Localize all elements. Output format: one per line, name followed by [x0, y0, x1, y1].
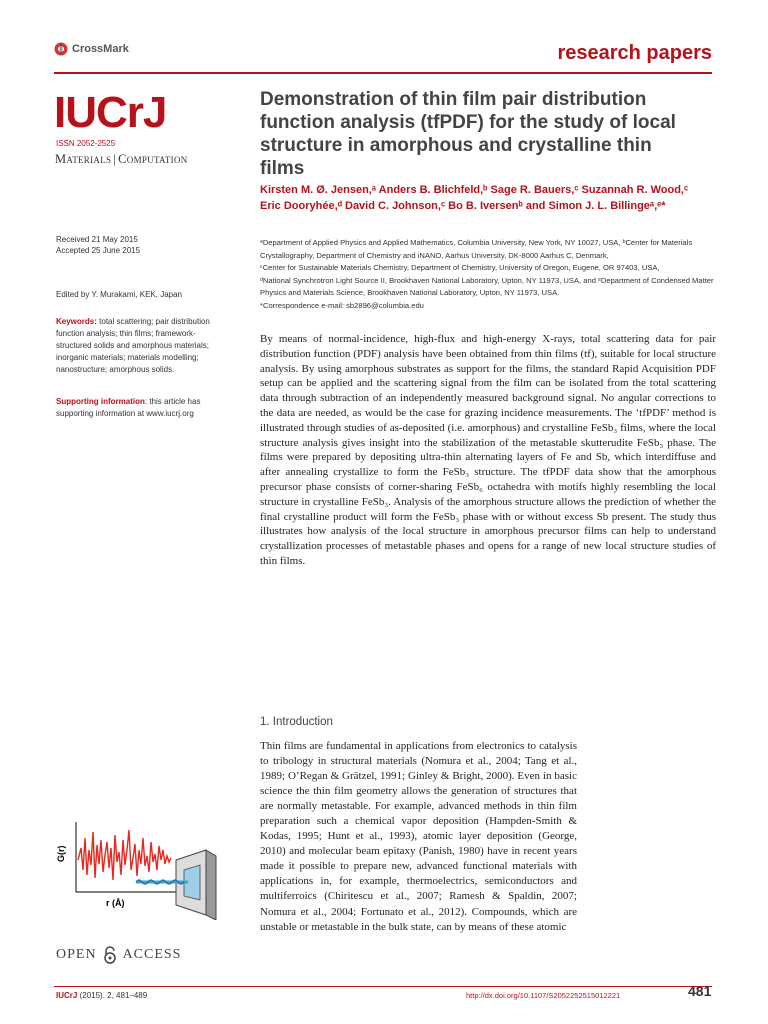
author-list	[260, 182, 720, 214]
accepted-date: Accepted 25 June 2015	[56, 246, 141, 255]
supporting-info-text: : this article has supporting information at www.iucrj.org	[56, 397, 201, 418]
section-title: research papers	[557, 42, 712, 64]
open-access-badge[interactable]	[56, 946, 181, 964]
editor-note: Edited by Y. Murakami, KEK, Japan	[56, 290, 182, 299]
header-rule	[54, 72, 712, 74]
intro-heading: 1. Introduction	[260, 716, 333, 728]
intro-text: Thin films are fundamental in applications from electronics to catalysis to tribology in structural materials (Nomura et al., 2004; Tang et al., 1989; O’Regan & Grätzel, 1991; Ginley & Bright, 2000). Even in basic science the thin film geometry allows the generation of structures that are normally metastable. For example, advanced methods in thin film preparation such a chemical vapor deposition (Hampden-Smith & Kodas, 1995; Hunt et al., 1993), atomic layer deposition (George, 2010) and molecular beam epitaxy (Panish, 1980) have in recent years made it possible to prepare new, advanced functional materials with applications in, for example, thermoelectrics, semiconductors and multiferroics (Chiritescu et al., 2007; Ramesh & Spaldin, 2007; Nomura et al., 2004; Fortunato et al., 2012). Compounds, which are unstable or metastable in the bulk state, can by means of these atomic	[260, 740, 577, 933]
affiliation-de: ᵈNational Synchrotron Light Source II, Brookhaven National Laboratory, Upton, NY 11973, USA, and ᵉDepartment of Condensed Matter Physics and Materials Science, Brookhaven National Laboratory, Upton, NY 11973, USA.	[260, 275, 714, 298]
affiliations	[260, 237, 718, 313]
subject-materials: Materials	[55, 152, 112, 166]
footer-journal-name: IUCrJ	[56, 991, 78, 1000]
supporting-info-label[interactable]: Supporting information	[56, 397, 145, 406]
graphic-xlabel: r (Å)	[106, 898, 125, 908]
affiliation-ab: ᵃDepartment of Applied Physics and Applied Mathematics, Columbia University, New York, NY 10027, USA, ᵇCenter for Materials Crystallography, Department of Chemistry and iNANO, Aarhus University, DK-8000 Aarhus C, Denmark,	[260, 238, 693, 260]
substrate-holder-icon	[176, 850, 216, 920]
article-title: Demonstration of thin film pair distribution function analysis (tfPDF) for the study of local structure in amorphous and crystalline thin films	[260, 89, 676, 179]
subject-computation: Computation	[118, 152, 188, 166]
open-access-right: ACCESS	[122, 947, 182, 962]
subject-separator: |	[113, 152, 117, 166]
crossmark-badge[interactable]	[54, 42, 129, 56]
authors-line-1[interactable]: Kirsten M. Ø. Jensen,ᵃ Anders B. Blichfeld,ᵇ Sage R. Bauers,ᶜ Suzannah R. Wood,ᶜ	[260, 184, 689, 196]
pdf-curve	[78, 830, 171, 880]
graphic-ylabel: G(r)	[56, 845, 66, 862]
crossmark-icon	[54, 42, 68, 56]
page-number: 481	[688, 983, 712, 999]
footer-volume: (2015). 2, 481–489	[79, 991, 148, 1000]
subject-line	[55, 152, 188, 167]
authors-line-2[interactable]: Eric Dooryhée,ᵈ David C. Johnson,ᶜ Bo B. Iversenᵇ and Simon J. L. Billingeᵃ,ᵉ*	[260, 200, 666, 212]
graphical-abstract	[56, 820, 246, 920]
crossmark-label: CrossMark	[72, 43, 129, 55]
affiliation-c: ᶜCenter for Sustainable Materials Chemistry, Department of Chemistry, University of Oregon, Eugene, OR 97403, USA,	[260, 263, 660, 273]
received-date: Received 21 May 2015	[56, 235, 138, 244]
open-lock-icon	[103, 946, 117, 964]
keywords-block	[56, 316, 228, 376]
graphical-abstract-svg	[56, 820, 246, 920]
keywords-text: total scattering; pair distribution function analysis; thin films; framework-structured solids and amorphous materials; inorganic materials; materials modelling; nanostructure; amorphous solids.	[56, 317, 210, 374]
open-access-left: OPEN	[56, 947, 97, 962]
keywords-label: Keywords:	[56, 317, 97, 326]
abstract: By means of normal-incidence, high-flux and high-energy X-rays, total scattering data for pair distribution function (PDF) analysis have been obtained from thin films (tf), suitable for local structure analysis. By using amorphous substrates as support for the films, the standard Rapid Acquisition PDF setup can be applied and the scattering signal from the film can be isolated from the total scattering data through subtraction of an independently measured background signal. No angular corrections to the data are needed, as would be the case for grazing incidence measurements. The ‘tfPDF’ method is illustrated through studies of as-deposited (i.e. amorphous) and crystalline FeSb₃ films, where the local structure analysis gives insight into the stabilization of the metastable skutterudite FeSb₃ phase. The films were prepared by depositing ultra-thin alternating layers of Fe and Sb, which interdiffuse and after annealing crystallize to form the FeSb₃ structure. The tfPDF data show that the amorphous precursor phase consists of corner-sharing FeSb₆ octahedra with motifs highly resembling the local structure in crystalline FeSb₃. Analysis of the amorphous structure allows the prediction of whether the final crystalline product will form the FeSb₃ phase with or without excess Sb present. The study thus illustrates how analysis of the local structure in amorphous precursor films can help to understand crystallization processes of metastable phases and opens for a range of new local structure studies of thin films.	[260, 333, 716, 567]
doi-link[interactable]: http://dx.doi.org/10.1107/S2052252515012221	[466, 991, 621, 1000]
issn: ISSN 2052-2525	[56, 139, 116, 148]
correspondence-email[interactable]: *Correspondence e-mail: sb2896@columbia.edu	[260, 300, 424, 310]
footer-rule	[54, 986, 712, 987]
journal-logo: IUCrJ	[54, 88, 167, 137]
supporting-info-block	[56, 396, 226, 420]
footer-citation	[56, 991, 147, 1000]
